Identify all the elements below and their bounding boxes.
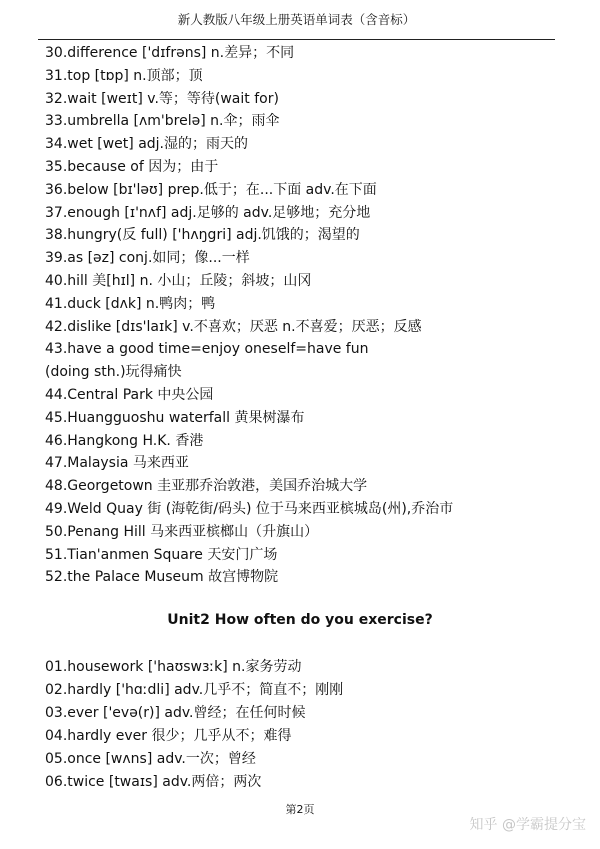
word-entry: 42.dislike [dɪs'laɪk] v.不喜欢；厌恶 n.不喜爱；厌恶；反感 <box>45 318 422 335</box>
word-entry: 47.Malaysia 马来西亚 <box>45 455 189 472</box>
word-entry: 34.wet [wet] adj.湿的；雨天的 <box>45 136 248 153</box>
unit1-word-list <box>45 42 565 589</box>
word-entry: 37.enough [ɪ'nʌf] adj.足够的 adv.足够地；充分地 <box>45 204 371 221</box>
word-entry: 38.hungry(反 full) ['hʌŋgri] adj.饥饿的；渴望的 <box>45 227 360 244</box>
unit2-word-list <box>45 656 565 794</box>
word-entry: 03.ever ['evə(r)] adv.曾经；在任何时候 <box>45 705 306 721</box>
word-entry: 48.Georgetown 圭亚那乔治敦港，美国乔治城大学 <box>45 478 368 495</box>
word-entry: 35.because of 因为；由于 <box>45 158 219 175</box>
word-entry: 33.umbrella [ʌm'brelə] n.伞；雨伞 <box>45 113 280 130</box>
watermark: 知乎 @学霸提分宝 <box>469 817 586 833</box>
word-entry: 50.Penang Hill 马来西亚槟榔山（升旗山） <box>45 523 319 540</box>
word-entry: 40.hill 美[hɪl] n. 小山；丘陵；斜坡；山冈 <box>45 272 312 289</box>
word-entry: 06.twice [twaɪs] adv.两倍；两次 <box>45 774 262 790</box>
word-entry: 30.difference ['dɪfrəns] n.差异；不同 <box>45 45 295 61</box>
word-entry: 51.Tian'anmen Square 天安门广场 <box>45 546 278 563</box>
word-entry: 01.housework ['haʊswɜːk] n.家务劳动 <box>45 659 302 675</box>
page-number: 第2页 <box>285 803 315 816</box>
word-entry: 41.duck [dʌk] n.鸭肉；鸭 <box>45 295 216 312</box>
word-entry: 02.hardly ['hɑːdli] adv.几乎不；简直不；刚刚 <box>45 682 344 698</box>
word-entry: 36.below [bɪ'ləʊ] prep.低于；在...下面 adv.在下面 <box>45 181 377 198</box>
page-header: 新人教版八年级上册英语单词表（含音标） <box>177 12 416 27</box>
word-entry: 05.once [wʌns] adv.一次；曾经 <box>45 751 256 767</box>
word-entry: 45.Huangguoshu waterfall 黄果树瀑布 <box>45 409 305 426</box>
word-entry: 32.wait [weɪt] v.等；等待(wait for) <box>45 90 279 107</box>
word-entry: 49.Weld Quay 街 (海乾街/码头) 位于马来西亚槟城岛(州),乔治市 <box>45 500 454 517</box>
word-entry: 43.have a good time=enjoy oneself=have fun <box>45 341 369 358</box>
word-entry: 39.as [əz] conj.如同；像...一样 <box>45 250 250 267</box>
word-entry-continuation: (doing sth.)玩得痛快 <box>45 364 182 381</box>
unit-heading: Unit2 How often do you exercise? <box>167 612 433 628</box>
word-entry: 44.Central Park 中央公园 <box>45 386 214 403</box>
word-entry: 31.top [tɒp] n.顶部；顶 <box>45 67 203 84</box>
word-entry: 52.the Palace Museum 故宫博物院 <box>45 569 279 586</box>
header-rule <box>38 39 555 40</box>
word-entry: 04.hardly ever 很少；几乎从不；难得 <box>45 728 292 744</box>
word-entry: 46.Hangkong H.K. 香港 <box>45 432 204 449</box>
